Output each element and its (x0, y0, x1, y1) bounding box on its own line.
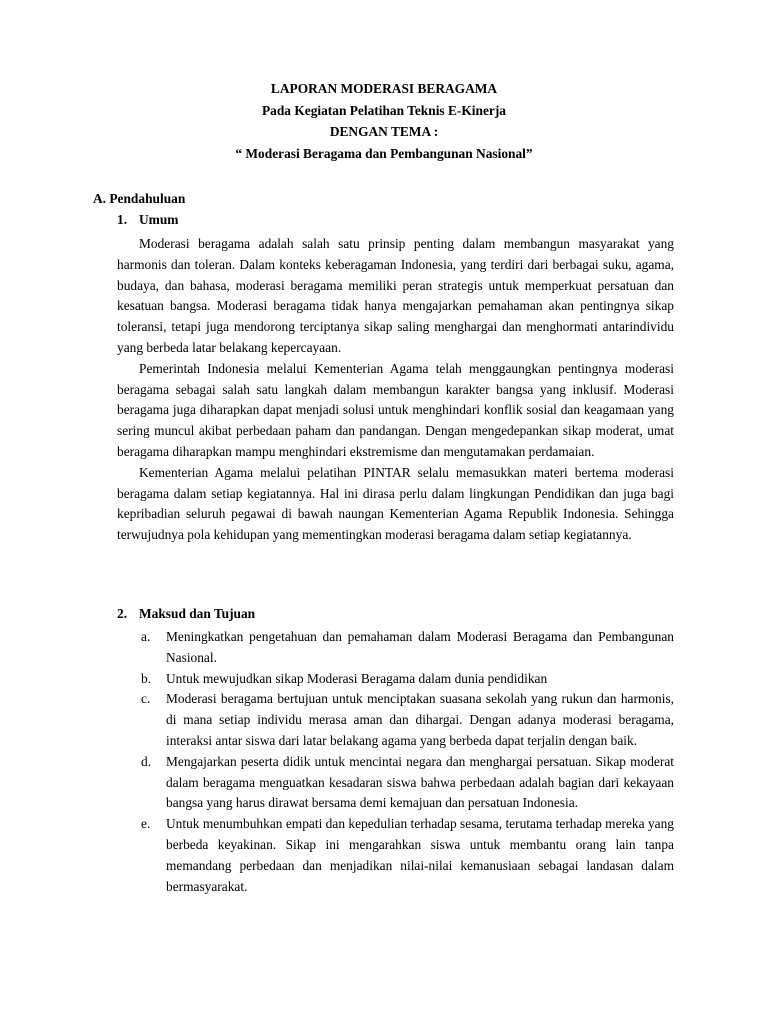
maksud-list (141, 627, 674, 897)
subsection-heading-umum (117, 212, 178, 228)
theme-label: DENGAN TEMA : (329, 124, 439, 139)
list-marker: d. (141, 753, 152, 769)
umum-body (117, 234, 674, 546)
list-item-text: Moderasi beragama bertujuan untuk menciptakan suasana sekolah yang rukun dan harmonis, di mana setiap individu merasa aman dan dihargai. Dengan adanya moderasi beragama, interaksi antar siswa dari latar belakang agama yang berbeda dapat terjalin dengan baik. (166, 691, 674, 748)
paragraph: Kementerian Agama melalui pelatihan PINTAR selalu memasukkan materi bertema moderasi beragama dalam setiap kegiatannya. Hal ini dirasa perlu dalam lingkungan Pendidikan dan juga bagi kepribadian seluruh pegawai di bawah naungan Kementerian Agama Republik Indonesia. Sehingga terwujudnya pola kehidupan yang mementingkan moderasi beragama dalam setiap kegiatannya. (117, 464, 674, 543)
list-marker: c. (141, 691, 151, 707)
list-item (141, 689, 674, 751)
paragraph: Moderasi beragama adalah salah satu prinsip penting dalam membangun masyarakat yang harmonis dan toleran. Dalam konteks keberagaman Indonesia, yang terdiri dari berbagai suku, agama, budaya, dan bahasa, moderasi beragama memiliki peran strategis untuk memperkuat persatuan dan kesatuan bangsa. Moderasi beragama tidak hanya mengajarkan pemahaman akan pentingnya sikap toleransi, tetapi juga mendorong terciptanya sikap saling menghargai dan menghormati antarindividu yang berbeda latar belakang kepercayaan. (117, 236, 674, 355)
report-subtitle: Pada Kegiatan Pelatihan Teknis E-Kinerja (261, 102, 507, 118)
list-item-text: Mengajarkan peserta didik untuk mencintai negara dan menghargai persatuan. Sikap moderat dalam beragama menguatkan kesadaran siswa bahwa perbedaan adalah bagian dari kekayaan bangsa yang harus dirawat bersama demi kemajuan dan persatuan Indonesia. (166, 753, 674, 811)
list-marker: e. (141, 816, 151, 832)
subsection-number: 2. (117, 606, 128, 621)
subsection-number: 1. (117, 212, 128, 227)
section-heading-pendahuluan: A. Pendahuluan (93, 191, 186, 206)
report-title: LAPORAN MODERASI BERAGAMA (270, 81, 498, 96)
subsection-title: Umum (139, 212, 179, 227)
list-item-text: Untuk mewujudkan sikap Moderasi Beragama dalam dunia pendidikan (166, 670, 548, 686)
subsection-title: Maksud dan Tujuan (139, 606, 256, 621)
list-item (141, 627, 674, 669)
list-item (141, 814, 674, 897)
list-item (141, 752, 674, 814)
list-marker: b. (141, 670, 152, 686)
list-item-text: Untuk menumbuhkan empati dan kepedulian terhadap sesama, terutama terhadap mereka yang berbeda keyakinan. Sikap ini mengarahkan siswa untuk membantu orang lain tanpa memandang perbedaan dan menjadikan nilai-nilai kemanusiaan sebagai landasan dalam bermasyarakat. (166, 816, 674, 894)
theme-title: “ Moderasi Beragama dan Pembangunan Nasional” (235, 145, 533, 161)
title-block (0, 78, 768, 164)
subsection-heading-maksud (117, 606, 255, 622)
paragraph: Pemerintah Indonesia melalui Kementerian Agama telah menggaungkan pentingnya moderasi beragama sebagai salah satu langkah dalam membangun karakter bangsa yang inklusif. Moderasi beragama juga diharapkan dapat menjadi solusi untuk menghindari konflik sosial dan keagamaan yang sering muncul akibat perbedaan paham dan pandangan. Dengan mengedepankan sikap moderat, umat beragama diharapkan mampu menghindari ekstremisme dan mengutamakan perdamaian. (117, 360, 674, 459)
list-item-text: Meningkatkan pengetahuan dan pemahaman dalam Moderasi Beragama dan Pembangunan Nasional. (166, 629, 674, 665)
list-item (141, 669, 674, 690)
list-marker: a. (141, 629, 151, 644)
